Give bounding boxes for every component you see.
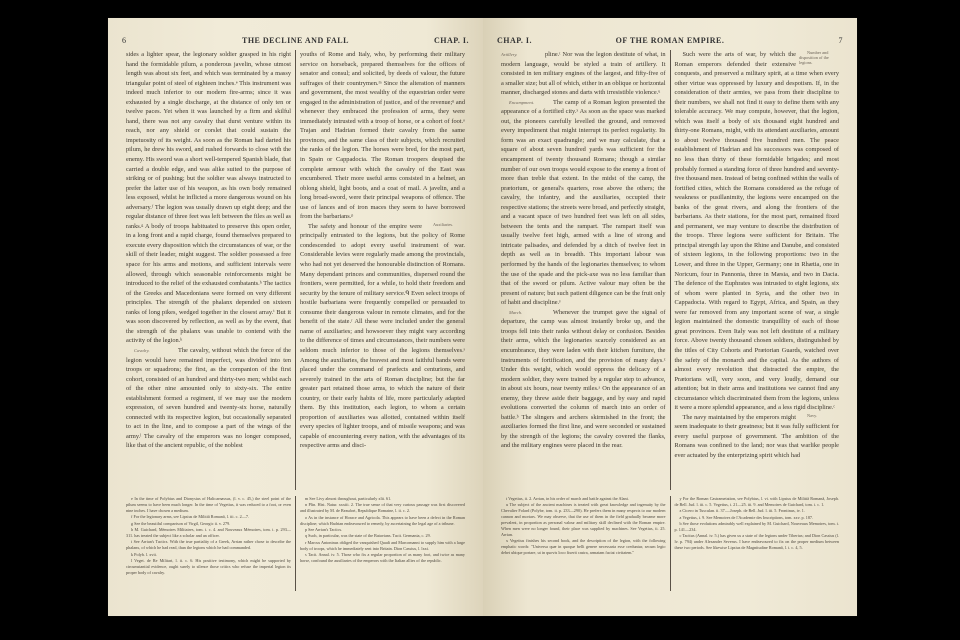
left-footnotes — [122, 496, 469, 591]
sidenote-auxiliaries: Auxiliaries. — [433, 221, 454, 227]
paragraph-march — [501, 308, 666, 451]
footnote: r Marcus Antoninus obliged the vanquished Quadi and Marcomanni to supply him with a large body of troops, which he immediately sent into Britain. Dion Cassius, l. lxxi. — [300, 539, 465, 551]
footnote: q Such, in particular, was the state of the Batavians. Tacit. Germania, c. 29. — [305, 533, 431, 539]
paragraph-equestrian: youths of Rome and Italy, who, by performing their military service on horseback, prepared themselves for the offices of senator and consul; and solicited, by deeds of valour, the future suffrages of their countrymen.ᵐ Since the alteration of manners and government, the most wealthy of the equestrian order were engaged in the administration of justice, and of the revenue;ⁿ and whenever they embraced the profession of arms, they were immediately intrusted with a troop of horse, or a cohort of foot.ᵒ Trajan and Hadrian formed their cavalry from the same provinces, and the same class of their subjects, which recruited the ranks of the legion. The horses were bred, for the most part, in Spain or Cappadocia. The Roman troopers despised the complete armour with which the cavalry of the East was encumbered. Their more useful arms consisted in a helmet, an oblong shield, light boots, and a coat of mail. A javelin, and a long broad-sword, were their principal weapons of offence. The use of lances and of iron maces they seem to have borrowed from the barbarians.ᵖ — [300, 51, 465, 221]
footnote: n Plin. Hist. Natur. xxxiii. 2. The true sense of that very curious passage was first discovered and illustrated by M. de Beaufort, Republique Romaine, l. ii. c. 2. — [300, 502, 465, 514]
right-running-head — [497, 36, 843, 48]
left-chapter-label: CHAP. I. — [433, 36, 469, 45]
sidenote-artillery: Artillery. — [501, 52, 518, 57]
right-body-columns — [497, 50, 843, 490]
march-text: Whenever the trumpet gave the signal of departure, the camp was almost instantly broke up, and the troops fell into their ranks without delay or confusion. Besides their arms, which the legionaries scarcely considered as an encumbrance, they were laden with their kitchen furniture, the instruments of fortification, and the provision of many days.ᶻ Under this weight, which would oppress the delicacy of a modern soldier, they were trained by a regular step to advance, in about six hours, near twenty miles.ᵃ On the appearance of an enemy, they threw aside their baggage, and by easy and rapid evolutions converted the column of march into an order of battle.ᵇ The slingers and archers skirmished in the front; the auxiliaries formed the first line, and were seconded or sustained by the strength of the legions; the cavalry covered the flanks, and the military engines were placed in the rear. — [501, 308, 666, 450]
right-footnotes-col-2 — [671, 496, 844, 591]
footnote: c Tacitus (Annal. iv. 5.) has given us a state of the legions under Tiberius; and Dion Cassius (l. lv. p. 794) under Alexander Severus. I have endeavoured to fix on the proper medium between these two periods. See likewise Lipsius de Magnitudine Romanâ, l. i. c. 4, 5. — [674, 533, 839, 551]
left-page — [108, 18, 483, 616]
right-chapter-label: CHAP. I. — [497, 36, 533, 45]
left-page-number: 6 — [122, 36, 127, 45]
book-spread — [108, 18, 857, 616]
sidenote-navy: Navy. — [807, 412, 818, 418]
sidenote-cavalry: Cavalry. — [134, 347, 150, 353]
right-running-title: OF THE ROMAN EMPIRE. — [615, 36, 725, 45]
footnote: l Veget. de Re Militari, l. ii. c. 6. His positive testimony, which might be supported by circumstantial evidence, ought surely to silence those critics who refuse the imperial legion its proper body of cavalry. — [126, 558, 291, 575]
left-footnotes-col-1 — [122, 496, 296, 591]
footnote: y For the Roman Castrametation, see Polybius, l. vi. with Lipsius de Militiâ Romanâ, Joseph. de Bell. Jud. l. iii. c. 5. Vegetius, i. 21—25. iii. 9. and Memoires de Guichard, tom. i. c. 1. — [674, 496, 839, 507]
footnote: x Vegetius finishes his second book, and the description of the legion, with the following emphatic words: "Universa quæ in quoque belli genere necessaria esse creduntur, secum legio debet ubique portare, ut in quovis loco fixerit castra, armatam faciat civitatem." — [501, 538, 666, 556]
footnote: i See Arrian's Tactics. With the true partiality of a Greek, Arrian rather chose to describe the phalanx, of which he had read, than the legions which he had commanded. — [126, 539, 291, 551]
cavalry-text: The cavalry, without which the force of the legion would have remained imperfect, was divided into ten troops or squadrons; the first, as the companion of the first cohort, consisted of an hundred and thirty-two men; whilst each of the other nine amounted only to sixty-six. The entire establishment formed a regiment, if we may use the modern expression, of seven hundred and twenty-six horse, naturally connected with its respective legion, but occasionally separated to act in the line, and to compose a part of the wings of the army.ˡ The cavalry of the emperors was no longer composed, like that of the ancient republic, of the noblest — [126, 346, 291, 450]
right-column-1 — [497, 50, 671, 490]
navy-text: The navy maintained by the emperors might seem inadequate to their greatness; but it was fully sufficient for every useful purpose of government. The ambition of the Romans was confined to the land; nor was that warlike people ever actuated by the enterprizing spirit which had — [674, 413, 839, 459]
footnote: m See Livy almost throughout, particularly xlii. 61. — [305, 496, 392, 501]
footnote: g See the beautiful comparison of Virgil, Georgic ii. v. 279. — [131, 520, 231, 526]
auxiliaries-text: The safety and honour of the empire were principally entrusted to the legions, but the policy of Rome condescended to adopt every useful instrument of war. Considerable levies were regularly made among the provincials, who had not yet deserved the honourable distinction of Romans. Many dependant princes and communities, dispersed round the frontiers, were permitted, for a while, to hold their freedom and security by the tenure of military service.ᑫ Even select troops of hostile barbarians were frequently compelled or persuaded to consume their dangerous valour in remote climates, and for the benefit of the state.ʳ All these were included under the general name of auxiliaries; and howsoever they might vary according to the difference of times and circumstances, their numbers were seldom much inferior to those of the legions themselves.ˢ Among the auxiliaries, the bravest and most faithful bands were placed under the command of præfects and centurions, and severely trained in the arts of Roman discipline; but the far greater part retained those arms, to which the nature of their country, or their early habits of life, more particularly adapted them. By this institution, each legion, to whom a certain proportion of auxiliaries was allotted, contained within itself every species of lighter troops, and of missile weapons; and was capable of encountering every nation, with the advantages of its respective arms and disci- — [300, 222, 465, 450]
left-column-2 — [296, 50, 469, 490]
paragraph-encampment — [501, 98, 666, 308]
paragraph-numbers — [675, 50, 840, 413]
footnote: z Cicero in Tusculan. ii. 37.—Joseph. de Bell. Jud. l. iii. 5. Frontinus, iv. 1. — [679, 508, 805, 514]
artillery-text: pline.ᵗ Nor was the legion destitute of what, in modern language, would be styled a train of artillery. It consisted in ten military engines of the largest, and fifty-five of a smaller size; but all of which, either in an oblique or horizontal manner, discharged stones and darts with irresistible violence.ᵘ — [501, 51, 666, 97]
footnote: a Vegetius, i. 9. See Memoires de l'Academie des Inscriptions, tom. xxv. p. 187. — [679, 514, 814, 520]
sidenote-number-disposition: Number and disposition of the legions. — [799, 50, 829, 65]
footnote: f For the legionary arms, see Lipsius de Militiâ Romanâ, l. iii. c. 2—7. — [131, 514, 250, 520]
encampment-text: The camp of a Roman legion presented the appearance of a fortified city.ˣ As soon as the space was marked out, the pioneers carefully levelled the ground, and removed every impediment that might interrupt its perfect regularity. Its form was an exact quadrangle; and we may calculate, that a square of about seven hundred yards was sufficient for the encampment of twenty thousand Romans; though a similar number of our own troops would expose to the enemy a front of more than treble that extent. In the midst of the camp, the prætorium, or general's quarters, rose above the others; the cavalry, the infantry, and the auxiliaries, occupied their respective stations; the streets were broad, and perfectly straight, and a vacant space of two hundred feet was left on all sides, between the tents and the rampart. The rampart itself was usually twelve feet high, armed with a line of strong and intricate palisades, and defended by a ditch of twelve feet in depth as well as in breadth. This important labour was performed by the hands of the legionaries themselves; to whom the use of the spade and the pick-axe was no less familiar than that of the sword or pilum. Active valour may often be the present of nature; but such patient diligence can be the fruit only of habit and discipline.ʸ — [501, 98, 666, 307]
left-column-1 — [122, 50, 296, 490]
right-page — [483, 18, 857, 616]
footnote: o As in the instance of Horace and Agricola. This appears to have been a defect in the Roman discipline; which Hadrian endeavoured to remedy, by ascertaining the legal age of a tribune. — [300, 514, 465, 526]
footnote: u The subject of the ancient machines is treated with great knowledge and ingenuity by the Chevalier Folard (Polybe, tom. ii. p. 233—290). He prefers them in many respects to our modern cannon and mortars. We may observe, that the use of them in the field gradually became more prevalent, in proportion as personal valour and military skill declined with the Roman empire. When men were no longer found, their place was supplied by machines. See Vegetius, ii. 25. Arrian. — [501, 502, 666, 537]
paragraph-pilum: sides a lighter spear, the legionary soldier grasped in his right hand the formidable pilum, a ponderous javelin, whose utmost length was about six feet, and which was terminated by a massy triangular point of steel of eighteen inches.ᵉ This instrument was indeed much inferior to our modern fire-arms; since it was exhausted by a single discharge, at the distance of only ten or twelve paces. Yet when it was launched by a firm and skilful hand, there was not any cavalry that durst venture within its reach, nor any shield or corslet that could sustain the impetuosity of its weight. As soon as the Roman had darted his pilum, he drew his sword, and rushed forwards to close with the enemy. His sword was a short well-tempered Spanish blade, that carried a double edge, and was alike suited to the purpose of striking or of pushing; but the soldier was always instructed to prefer the latter use of his weapon, as his own body remained less exposed, whilst he inflicted a more dangerous wound on his adversary.ᶠ The legion was usually drawn up eight deep; and the regular distance of three feet was left between the files as well as ranks.ᵍ A body of troops habituated to preserve this open order, in a long front and a rapid charge, found themselves prepared to execute every disposition which the circumstances of war, or the skill of their leader, might suggest. The soldier possessed a free space for his arms and motions, and sufficient intervals were allowed, through which seasonable reinforcements might be introduced to the relief of the exhausted combatants.ʰ The tactics of the Greeks and Macedonians were formed on very different principles. The strength of the phalanx depended on sixteen ranks of long pikes, wedged together in the closest array.ⁱ But it was soon discovered by reflection, as well as by the event, that the strength of the phalanx was unable to contend with the activity of the legion.ᵏ — [126, 51, 291, 345]
right-column-2 — [671, 50, 844, 490]
footnote: p See Arrian's Tactics. — [305, 527, 343, 533]
footnote: t Vegetius, ii. 2. Arrian, in his order of march and battle against the Alani. — [506, 496, 629, 501]
right-page-number: 7 — [838, 36, 843, 45]
numbers-text: Such were the arts of war, by which the Roman emperors defended their extensive conquests, and preserved a military spirit, at a time when every other virtue was oppressed by luxury and despotism. If, in the consideration of their armies, we pass from their discipline to their numbers, we shall not find it easy to define them with any tolerable accuracy. We may compute, however, that the legion, which was itself a body of six thousand eight hundred and thirty-one Romans, might, with its attendant auxiliaries, amount to about twelve thousand five hundred men. The peace establishment of Hadrian and his successors was composed of no less than thirty of these formidable brigades; and most probably formed a standing force of three hundred and seventy-five thousand men. Instead of being confined within the walls of fortified cities, which the Romans considered as the refuge of weakness or pusillanimity, the legions were encamped on the banks of the great rivers, and along the frontiers of the barbarians. As their stations, for the most part, remained fixed and permanent, we may venture to describe the distribution of the troops. Three legions were sufficient for Britain. The principal strength lay upon the Rhine and Danube, and consisted of sixteen legions, in the following proportions: two in the Lower, and three in the Upper, Germany; one in Rhætia, one in Noricum, four in Pannonia, three in Mæsia, and two in Dacia. The defence of the Euphrates was intrusted to eight legions, six of whom were planted in Syria, and the other two in Cappadocia. With regard to Egypt, Africa, and Spain, as they were far removed from any important scene of war, a single legion maintained the domestic tranquillity of each of those great provinces. Even Italy was not left destitute of a military force. Above twenty thousand chosen soldiers, distinguished by the titles of City Cohorts and Prætorian Guards, watched over the safety of the monarch and the capital. As the authors of almost every revolution that distracted the empire, the Prætorians will, very soon, and very loudly, demand our attention; but in their arms and institutions we cannot find any circumstance which discriminated them from the legions, unless it were a more splendid appearance, and a less rigid discipline.ᶜ — [674, 51, 839, 412]
paragraph-navy — [675, 413, 840, 461]
right-footnotes — [497, 496, 843, 591]
left-running-title: THE DECLINE AND FALL — [242, 36, 349, 45]
left-body-columns — [122, 50, 469, 490]
paragraph-auxiliaries — [300, 222, 465, 451]
sidenote-encampment: Encampment. — [509, 99, 535, 105]
paragraph-artillery — [501, 50, 666, 98]
sidenote-march: March. — [509, 309, 523, 315]
footnote: b See those evolutions admirably well explained by M. Guichard, Nouveaux Memoires, tom. i. p. 141—234. — [674, 521, 839, 533]
left-running-head — [122, 36, 469, 48]
footnote: e In the time of Polybius and Dionysius of Halicarnassus, (l. v. c. 45,) the steel point of the pilum seems to have been much longer. In the time of Vegetius, it was reduced to a foot, or even nine inches. I have chosen a medium. — [126, 496, 291, 513]
paragraph-cavalry — [126, 346, 291, 451]
footnote: k Polyb. l. xvii. — [131, 551, 157, 557]
right-footnotes-col-1 — [497, 496, 671, 591]
footnote: s Tacit. Annal. iv. 5. Those who fix a regular proportion of as many foot, and twice as many horse, confound the auxiliaries of the emperors with the Italian allies of the republic. — [300, 552, 465, 564]
footnote: h M. Guichard, Mémoires Militaires, tom. i. c. 4. and Nouveaux Mémoires, tom. i. p. 293—311. has treated the subject like a scholar and an officer. — [126, 527, 291, 538]
left-footnotes-col-2 — [296, 496, 469, 591]
